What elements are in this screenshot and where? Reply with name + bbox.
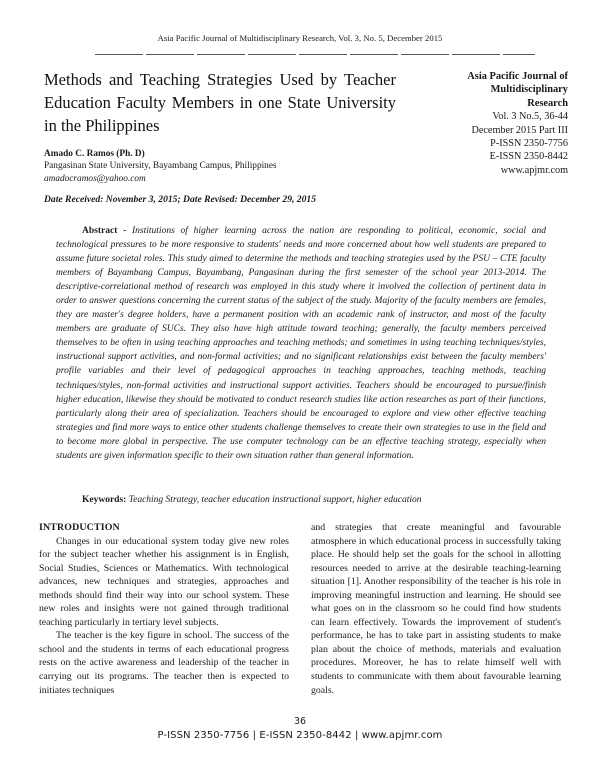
page-title: Methods and Teaching Strategies Used by Teacher Education Faculty Members in one State University in the Philippines [44, 70, 396, 135]
title-block [44, 68, 396, 185]
journal-eissn: E-ISSN 2350-8442 [489, 151, 568, 163]
abstract-section [56, 224, 546, 463]
publication-dates: Date Received: November 3, 2015; Date Revised: December 29, 2015 [44, 194, 316, 205]
author-email: amadocramos@yahoo.com [44, 173, 146, 184]
running-head: Asia Pacific Journal of Multidisciplinary Research, Vol. 3, No. 5, December 2015 [157, 33, 443, 43]
journal-title-line-2: Multidisciplinary [490, 84, 568, 96]
section-heading-introduction: INTRODUCTION [39, 522, 120, 533]
journal-volume: Vol. 3 No.5, 36-44 [492, 111, 568, 123]
body-column-left [39, 521, 289, 697]
paragraph-intro-1: Changes in our educational system today give new roles for the subject teacher whether his assignment is in English, Social Studies, Sciences or Mathematics. With technological advances, new techniques and strategies, approaches and methods should find their way into our school system. These new roles and insights were not gained through traditional teaching particularly in tertiary level subjects. [39, 535, 289, 628]
header-divider [95, 54, 535, 55]
keywords-text: Teaching Strategy, teacher education instructional support, higher education [128, 495, 422, 505]
paragraph-intro-2: The teacher is the key figure in school. The success of the school and the students in terms of each educational progress rests on the active awareness and leadership of the teacher in carrying out its programs. The teacher then is expected to initiates techniques [39, 630, 289, 696]
footer-issn-line: P-ISSN 2350-7756 | E-ISSN 2350-8442 | www.apjmr.com [157, 730, 443, 741]
journal-issue-date: December 2015 Part III [471, 124, 568, 136]
keywords-section [56, 493, 546, 507]
journal-info-block [418, 70, 568, 177]
page-number: 36 [293, 716, 307, 727]
keywords-label: Keywords: [82, 495, 127, 505]
journal-title-line-1: Asia Pacific Journal of [467, 71, 568, 82]
journal-website[interactable]: www.apjmr.com [500, 164, 568, 176]
journal-pissn: P-ISSN 2350-7756 [490, 138, 568, 150]
author-block [44, 148, 396, 185]
abstract-label: Abstract - [82, 226, 127, 236]
body-column-right [311, 521, 561, 697]
author-name: Amado C. Ramos (Ph. D) [44, 149, 145, 159]
paragraph-intro-3: and strategies that create meaningful and favourable atmosphere in which educational process in successfully taking place. He should help set the goals for the school in allotting resources needed to arrive at the desirable teaching-learning situation [1]. Another responsibility of the teacher is his role in improving meaningful instruction and learning. He should see what goes on in the classroom so he could find how students can learn effectively. Towards the improvement of student's performance, he has to take part in assisting students to make plan about the choice of methods, materials and evaluation procedures. Moreover, he has to relate himself well with students to communicate with them about favourable learning goals. [311, 522, 561, 696]
abstract-indent [56, 226, 82, 236]
journal-title-line-3: Research [527, 97, 568, 109]
author-affiliation: Pangasinan State University, Bayambang Campus, Philippines [44, 161, 277, 171]
abstract-text: Institutions of higher learning across the nation are responding to political, economic, social and technological pressures to be more responsive to students' needs and more concerned about how well students are prepared to assume future societal roles. This study aimed to determine the methods and teaching strategies used by the PSU – CTE faculty members of Bayambang Campus, Bayambang, Pangasinan during the first semester of the school year 2013-2014. The descriptive-correlational method of research was employed in this study where it involved the collection of pertinent data in order to answer questions concerning the current status of the subject of the study. Majority of the faculty members are females, they are master's degree holders, have a permanent position with an academic rank of instructor, and most of the faculty members are graduate of SUCs. They also have high attitude toward teaching; generally, the faculty members perceived themselves to be often in using teaching approaches and teaching methods; and sometimes in using teaching techniques/styles, instructional support activities, and non-formal activities; and no significant relationships exist between the faculty members' profile variables and their level of pedagogical approaches in teaching approaches, teaching methods, teaching techniques/styles, non-formal activities and instructional support activities. Teachers should be encouraged to pursue/finish higher education, likewise they should be motivated to conduct research studies like action researches as part of their functions, particularly along their area of specialization. Teachers should be encouraged to explore and view other effective teaching strategies and find more ways to entice other students challenge themselves to create their own strategies to use in the field and to become more global in perspective. The use computer technology can be an effective teaching strategy, especially when students are given information specific to their own situation rather than general information. [56, 226, 547, 461]
